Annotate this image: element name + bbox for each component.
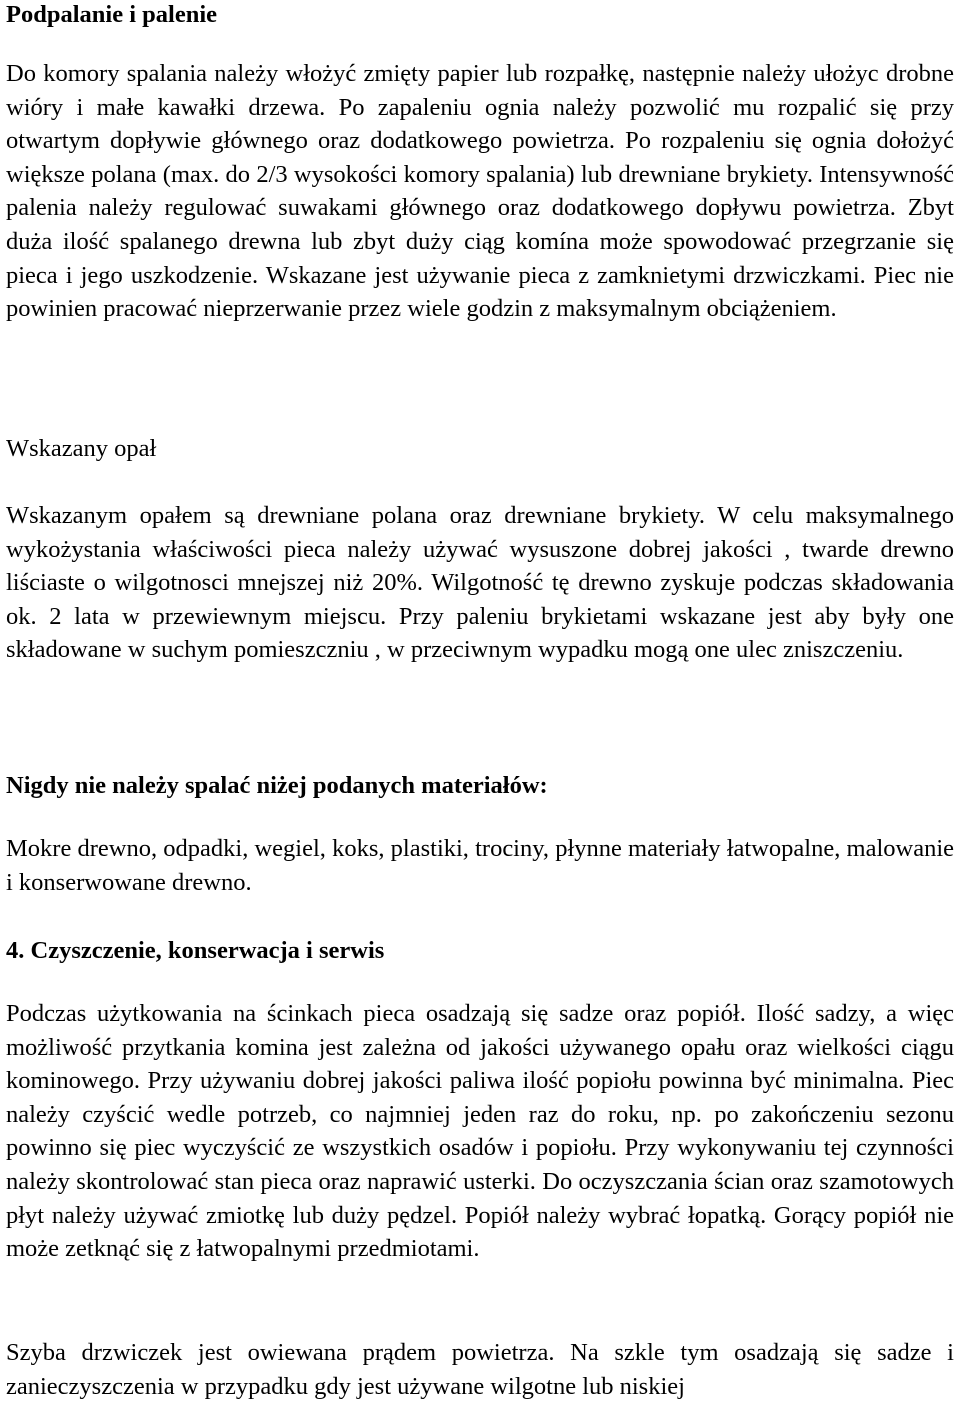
section-paragraph-podpalanie: Do komory spalania należy włożyć zmięty papier lub rozpałkę, następnie należy ułożyc drobne wióry i małe kawałki drzewa. Po zapaleniu ognia należy pozwolić mu rozpalić się przy otwartym dopływie głównego oraz dodatkowego powietrza. Po rozpaleniu się ognia dołożyć większe polana (max. do 2/3 wysokości komory spalania) lub drewniane brykiety. Intensywność palenia należy regulować suwakami głównego oraz dodatkowego dopływu powietrza. Zbyt duża ilość spalanego drewna lub zbyt duży ciąg komína może spowodować przegrzanie się pieca i jego uszkodzenie. Wskazane jest używanie pieca z zamknietymi drzwiczkami. Piec nie powinien pracować nieprzerwanie przez wiele godzin z maksymalnym obciążeniem.	[6, 60, 954, 323]
section-heading-podpalanie: Podpalanie i palenie	[6, 1, 218, 28]
section-heading-nigdy: Nigdy nie należy spalać niżej podanych materiałów:	[6, 772, 548, 799]
section-paragraph-szyba: Szyba drzwiczek jest owiewana prądem powietrza. Na szkle tym osadzają się sadze i zanieczyszczenia w przypadku gdy jest używane wilgotne lub niskiej	[6, 1339, 954, 1400]
section-heading-czyszczenie: 4. Czyszczenie, konserwacja i serwis	[6, 937, 385, 964]
section-paragraph-nigdy: Mokre drewno, odpadki, wegiel, koks, plastiki, trociny, płynne materiały łatwopalne, malowanie i konserwowane drewno.	[6, 835, 954, 896]
section-heading-wskazany-opal: Wskazany opał	[6, 435, 157, 462]
section-paragraph-wskazany-opal: Wskazanym opałem są drewniane polana oraz drewniane brykiety. W celu maksymalnego wykożystania właściwości pieca należy używać wysuszone dobrej jakości , twarde drewno liściaste o wilgotnosci mnejszej niż 20%. Wilgotność tę drewno zyskuje podczas składowania ok. 2 lata w przewiewnym miejscu. Przy paleniu brykietami wskazane jest aby były one składowane w suchym pomieszczniu , w przeciwnym wypadku mogą one ulec zniszczeniu.	[6, 502, 954, 664]
section-paragraph-czyszczenie: Podczas użytkowania na ścinkach pieca osadzają się sadze oraz popiół. Ilość sadzy, a więc możliwość przytkania komina jest zależna od jakości używanego opału oraz wielkości ciągu kominowego. Przy używaniu dobrej jakości paliwa ilość popiołu powinna być minimalna. Piec należy czyścić wedle potrzeb, co najmniej jeden raz do roku, np. po zakończeniu sezonu powinno się piec wyczyścić ze wszystkich osadów i popiołu. Przy wykonywaniu tej czynności należy skontrolować stan pieca oraz naprawić usterki. Do oczyszczania ścian oraz szamotowych płyt należy używać zmiotkę lub duży pędzel. Popiół należy wybrać łopatką. Gorący popiół nie może zetknąć się z łatwopalnymi przedmiotami.	[6, 1000, 954, 1263]
